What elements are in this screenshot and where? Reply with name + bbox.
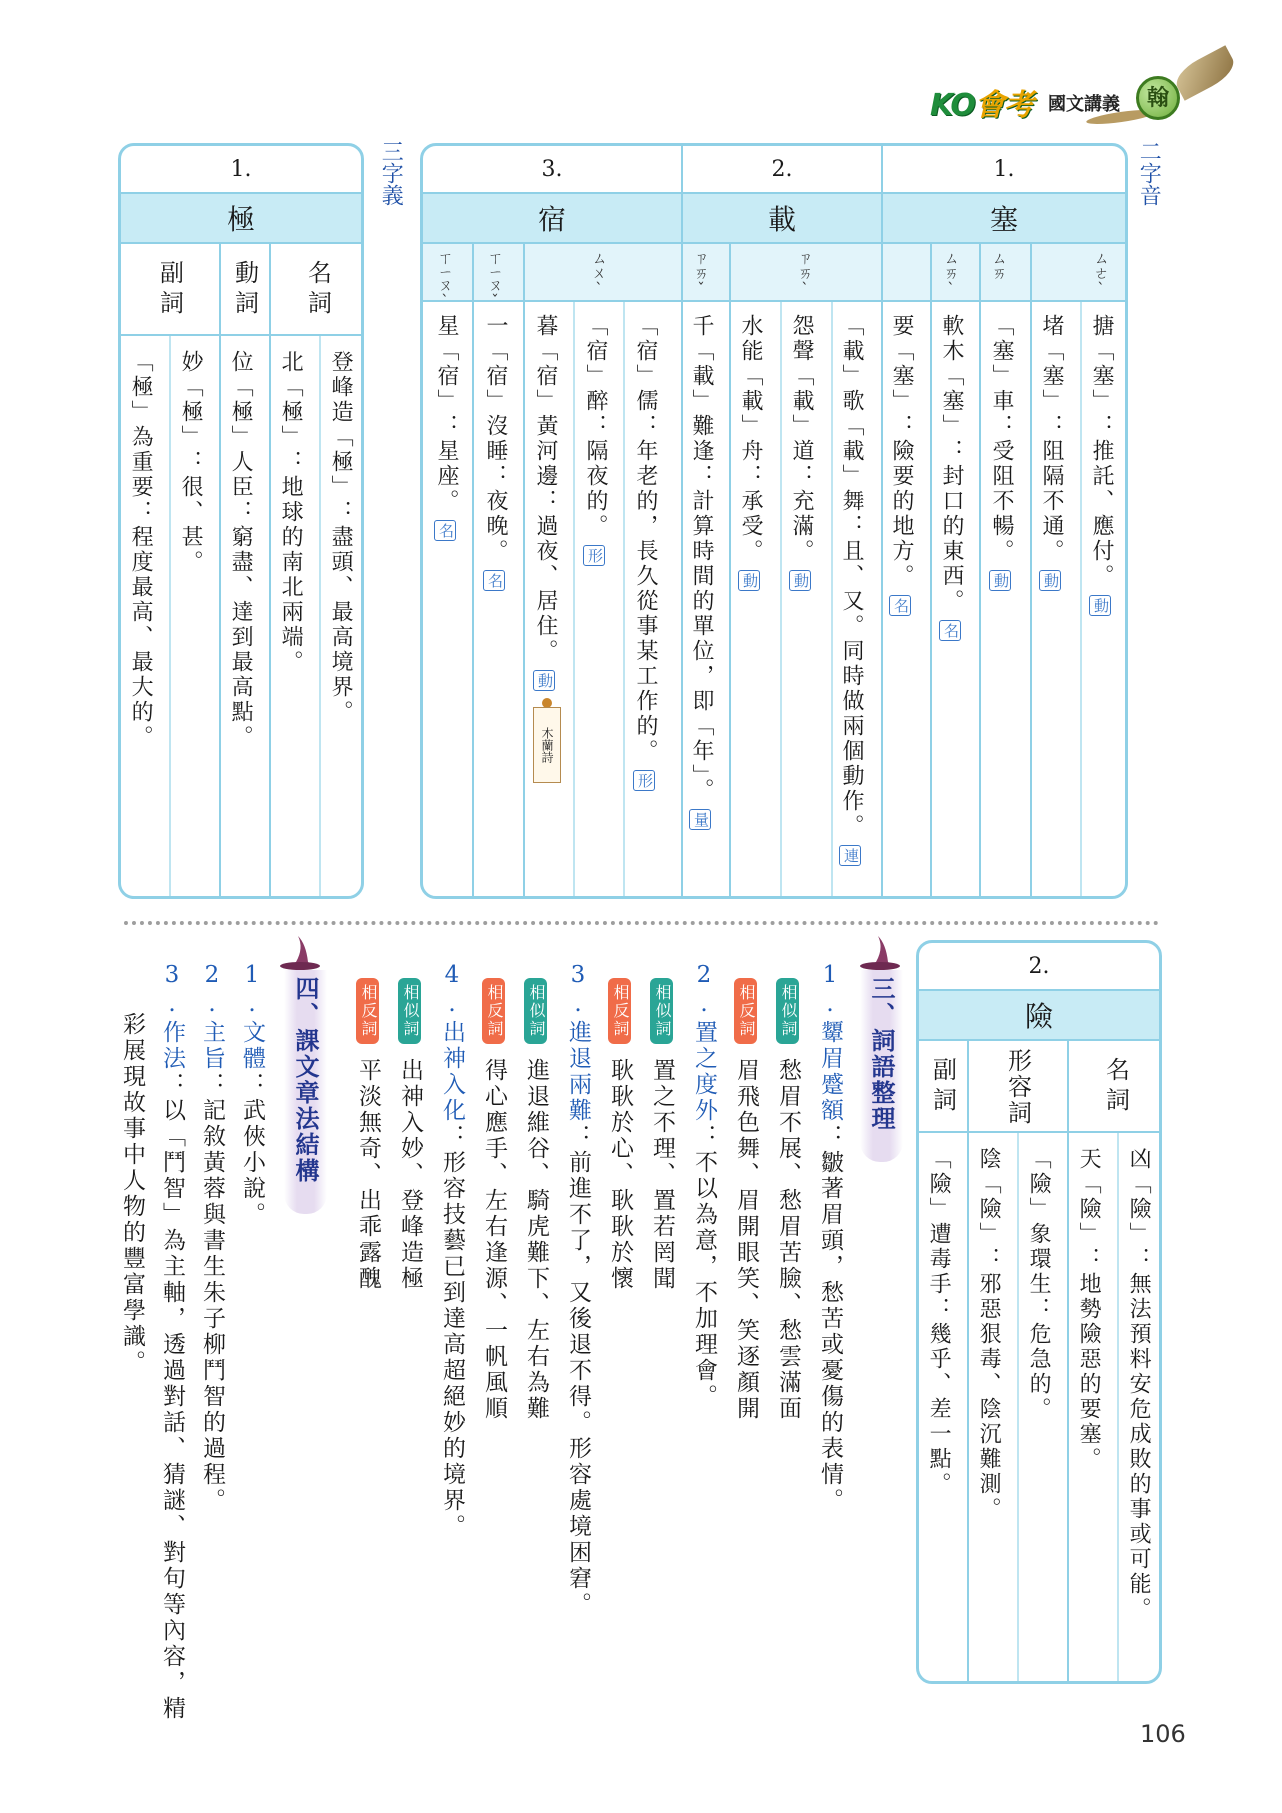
meaning-number: 1. <box>230 156 252 182</box>
phonetic-label: ㄙㄜˋ <box>1092 250 1110 298</box>
vocab-term: 顰眉蹙額 <box>817 1020 843 1124</box>
entry: 「險」象環生：危急的。 <box>1026 1147 1052 1422</box>
vocab-item-3: 3.進退兩難：前進不了，又後退不得。形容處境困窘。 <box>565 962 591 1618</box>
source-note-tag: 木蘭詩 <box>533 707 561 783</box>
opposite-tag: 相反詞 <box>608 978 631 1044</box>
pos-label: 形容詞 <box>1003 1048 1032 1126</box>
pos-label: 名詞 <box>303 260 332 320</box>
pos-badge: 動 <box>789 570 811 591</box>
entry: 妙「極」：很、甚。 <box>178 350 204 575</box>
phonetic-label: ㄗㄞˇ <box>692 250 710 298</box>
wizard-hat-icon <box>858 932 902 972</box>
pos-badge: 動 <box>1089 595 1111 616</box>
opposite-tag: 相反詞 <box>734 978 757 1044</box>
similar-tag: 相似詞 <box>650 978 673 1044</box>
pos-badge: 動 <box>738 570 760 591</box>
entry: 星「宿」：星座。名 <box>434 314 458 541</box>
pos-label: 動詞 <box>230 260 259 320</box>
char-險: 險 <box>1024 1000 1053 1033</box>
structure-heading: 四、課文章法結構 <box>284 970 327 1214</box>
entry: 北「極」：地球的南北兩端。 <box>278 350 304 675</box>
phonetic-label: ㄙㄨˋ <box>590 250 608 298</box>
vocab-item-2: 2.置之度外：不以為意，不加理會。 <box>691 962 717 1410</box>
phonetic-label: ㄗㄞˋ <box>796 250 814 298</box>
entry: 「極」為重要：程度最高、最大的。 <box>128 350 154 750</box>
meaning-number: 2. <box>1028 953 1050 979</box>
pos-badge: 量 <box>689 809 711 830</box>
opposite-row: 相反詞得心應手、左右逢源、一帆風順 <box>482 978 505 1422</box>
opposite-tag: 相反詞 <box>356 978 379 1044</box>
sound-table <box>420 143 1128 899</box>
structure-item-2: 2.主旨：記敘黃蓉與書生朱子柳鬥智的過程。 <box>199 962 225 1514</box>
entry: 「宿」儒：年老的，長久從事某工作的。形 <box>633 314 657 791</box>
pos-badge: 動 <box>989 570 1011 591</box>
structure-item-1: 1.文體：武俠小說。 <box>239 962 265 1228</box>
leaf-decoration <box>1171 45 1240 101</box>
entry: 一「宿」沒睡：夜晚。名 <box>483 314 507 591</box>
page-number: 106 <box>1140 1720 1186 1748</box>
col-2-number: 2. <box>681 146 881 192</box>
vocab-term: 置之度外 <box>691 1020 717 1124</box>
brand-logo: KO會考 <box>930 88 1033 123</box>
entry: 「宿」醉：隔夜的。形 <box>583 314 607 566</box>
similar-row: 相似詞進退維谷、騎虎難下、左右為難 <box>524 978 547 1422</box>
sound-table-number-row <box>423 146 1125 194</box>
opposite-row: 相反詞耿耿於心、耿耿於懷 <box>608 978 631 1292</box>
entry: 暮「宿」黃河邊：過夜、居住。動 <box>533 314 557 691</box>
entry: 凶「險」：無法預料安危成敗的事或可能。 <box>1126 1147 1152 1622</box>
col-1-number: 1. <box>881 146 1125 192</box>
pos-badge: 連 <box>839 845 861 866</box>
section-label-sound: 二字音 <box>1136 140 1162 206</box>
header-circle-badge: 翰 <box>1136 76 1180 120</box>
entry: 要「塞」：險要的地方。名 <box>889 314 913 616</box>
similar-row: 相似詞置之不理、置若罔聞 <box>650 978 673 1292</box>
pos-badge: 動 <box>1039 570 1061 591</box>
char-極: 極 <box>226 203 255 236</box>
entry: 怨聲「載」道：充滿。動 <box>789 314 813 591</box>
entry: 「塞」車：受阻不暢。動 <box>989 314 1013 591</box>
vocab-heading: 三、詞語整理 <box>860 970 903 1162</box>
pos-badge: 名 <box>889 595 911 616</box>
entry: 千「載」難逢：計算時間的單位，即「年」。量 <box>689 314 713 830</box>
opposite-tag: 相反詞 <box>482 978 505 1044</box>
opposite-row: 相反詞平淡無奇、出乖露醜 <box>356 978 379 1292</box>
vocab-item-1: 1.顰眉蹙額：皺著眉頭，愁苦或憂傷的表情。 <box>817 962 843 1514</box>
sound-table-char-row <box>423 194 1125 244</box>
col-3-number: 3. <box>541 156 563 182</box>
char-塞: 塞 <box>881 194 1125 242</box>
pos-label: 名詞 <box>1101 1057 1130 1117</box>
pos-badge: 動 <box>533 670 555 691</box>
similar-tag: 相似詞 <box>524 978 547 1044</box>
pos-badge: 形 <box>583 545 605 566</box>
entry: 搪「塞」：推託、應付。動 <box>1089 314 1113 616</box>
entry: 軟木「塞」：封口的東西。名 <box>939 314 963 641</box>
structure-item-3: 3.作法：以「鬥智」為主軸，透過對話、猜謎、對句等內容，精 <box>159 962 185 1722</box>
char-載: 載 <box>681 194 881 242</box>
wizard-hat-icon <box>278 932 322 972</box>
similar-tag: 相似詞 <box>776 978 799 1044</box>
structure-item-3-cont: 彩展現故事中人物的豐富學識。 <box>119 1012 145 1376</box>
opposite-row: 相反詞眉飛色舞、眉開眼笑、笑逐顏開 <box>734 978 757 1422</box>
phonetic-label: ㄒㄧㄡˋ <box>436 250 454 310</box>
phonetic-label: ㄙㄞ <box>990 250 1008 280</box>
entry: 水能「載」舟：承受。動 <box>738 314 762 591</box>
entry: 登峰造「極」：盡頭、最高境界。 <box>328 350 354 725</box>
phonetic-label: ㄙㄞˋ <box>942 250 960 298</box>
pos-label: 副詞 <box>155 260 184 320</box>
page-header <box>930 70 1230 126</box>
vocab-item-4: 4.出神入化：形容技藝已到達高超絕妙的境界。 <box>439 962 465 1540</box>
entry: 陰「險」：邪惡狠毒、陰沉難測。 <box>976 1147 1002 1522</box>
phonetic-label: ㄒㄧㄡˇ <box>486 250 504 310</box>
entry: 位「極」人臣：窮盡、達到最高點。 <box>228 350 254 750</box>
entry: 「險」遭毒手：幾乎、差一點。 <box>926 1147 952 1497</box>
vocab-term: 出神入化 <box>439 1020 465 1124</box>
similar-row: 相似詞出神入妙、登峰造極 <box>398 978 421 1292</box>
pos-badge: 形 <box>633 770 655 791</box>
char-宿: 宿 <box>537 203 566 236</box>
entry: 天「險」：地勢險惡的要塞。 <box>1076 1147 1102 1472</box>
pos-label: 副詞 <box>928 1057 957 1117</box>
vocab-term: 進退兩難 <box>565 1020 591 1124</box>
pos-badge: 名 <box>434 520 456 541</box>
section-label-meaning: 三字義 <box>378 140 404 206</box>
meaning-table-ji <box>118 143 364 899</box>
section-divider <box>124 921 1159 925</box>
meaning-table-xian <box>916 940 1162 1684</box>
sound-table-phonetic-row <box>423 244 1125 302</box>
entry: 「載」歌「載」舞：且、又。同時做兩個動作。連 <box>839 314 863 866</box>
entry: 堵「塞」：阻隔不通。動 <box>1039 314 1063 591</box>
pos-badge: 名 <box>483 570 505 591</box>
pos-badge: 名 <box>939 620 961 641</box>
similar-tag: 相似詞 <box>398 978 421 1044</box>
header-title: 國文講義 <box>1048 94 1120 115</box>
similar-row: 相似詞愁眉不展、愁眉苦臉、愁雲滿面 <box>776 978 799 1422</box>
